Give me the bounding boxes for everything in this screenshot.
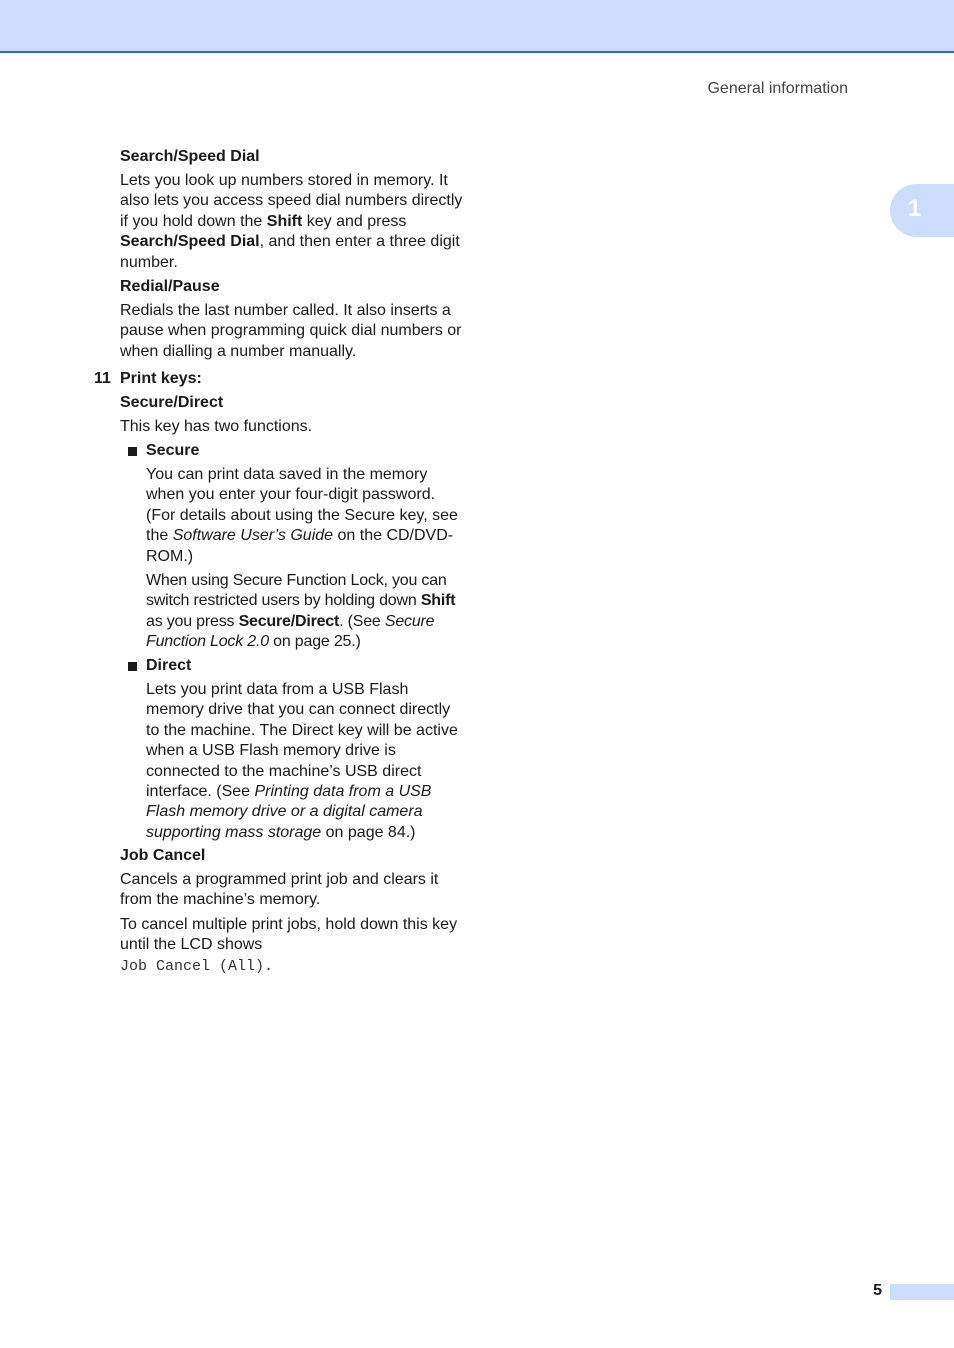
paragraph-direct: Lets you print data from a USB Flash memory drive that you can connect directly to the machine. The Direct key will be active when a USB Flash memory drive is connected to the machine’s USB direct interface. (See Printing data from a USB Flash memory drive or a digital camera supporting mass storage on page 84.) (146, 681, 458, 841)
bullet-square-icon (128, 447, 137, 456)
paragraph-secure-2: When using Secure Function Lock, you can switch restricted users by holding down Shift as you press Secure/Direct. (See Secure Function Lock 2.0 on page 25.) (146, 572, 456, 651)
lcd-message: Job Cancel (All). (120, 958, 274, 975)
paragraph-job-cancel-1: Cancels a programmed print job and clears it from the machine’s memory. (120, 871, 439, 909)
header-band (0, 0, 954, 53)
heading-search-speed-dial: Search/Speed Dial (120, 148, 260, 165)
paragraph-redial-pause: Redials the last number called. It also inserts a pause when programming quick dial numbers or when dialling a number manually. (120, 302, 462, 360)
heading-job-cancel: Job Cancel (120, 847, 206, 864)
paragraph-job-cancel-2: To cancel multiple print jobs, hold down this key until the LCD shows (120, 916, 458, 954)
heading-print-keys: Print keys: (120, 370, 202, 387)
paragraph-secure-direct-intro: This key has two functions. (120, 418, 313, 435)
heading-direct: Direct (146, 657, 192, 674)
running-header: General information (707, 80, 848, 97)
heading-secure-direct: Secure/Direct (120, 394, 224, 411)
paragraph-secure-1: You can print data saved in the memory when you enter your four-digit password. (For details about using the Secure key, see the Software User’s Guide on the CD/DVD-ROM.) (146, 466, 458, 565)
chapter-tab (890, 184, 954, 237)
page-number-bar (890, 1284, 954, 1300)
page-number: 5 (873, 1282, 882, 1299)
paragraph-search-speed-dial: Lets you look up numbers stored in memory. It also lets you access speed dial numbers directly if you hold down the Shift key and press Search/Speed Dial, and then enter a three digit number. (120, 172, 463, 271)
chapter-number: 1 (908, 195, 922, 222)
item-number: 11 (94, 370, 111, 387)
heading-secure: Secure (146, 442, 200, 459)
heading-redial-pause: Redial/Pause (120, 278, 220, 295)
bullet-square-icon (128, 662, 137, 671)
